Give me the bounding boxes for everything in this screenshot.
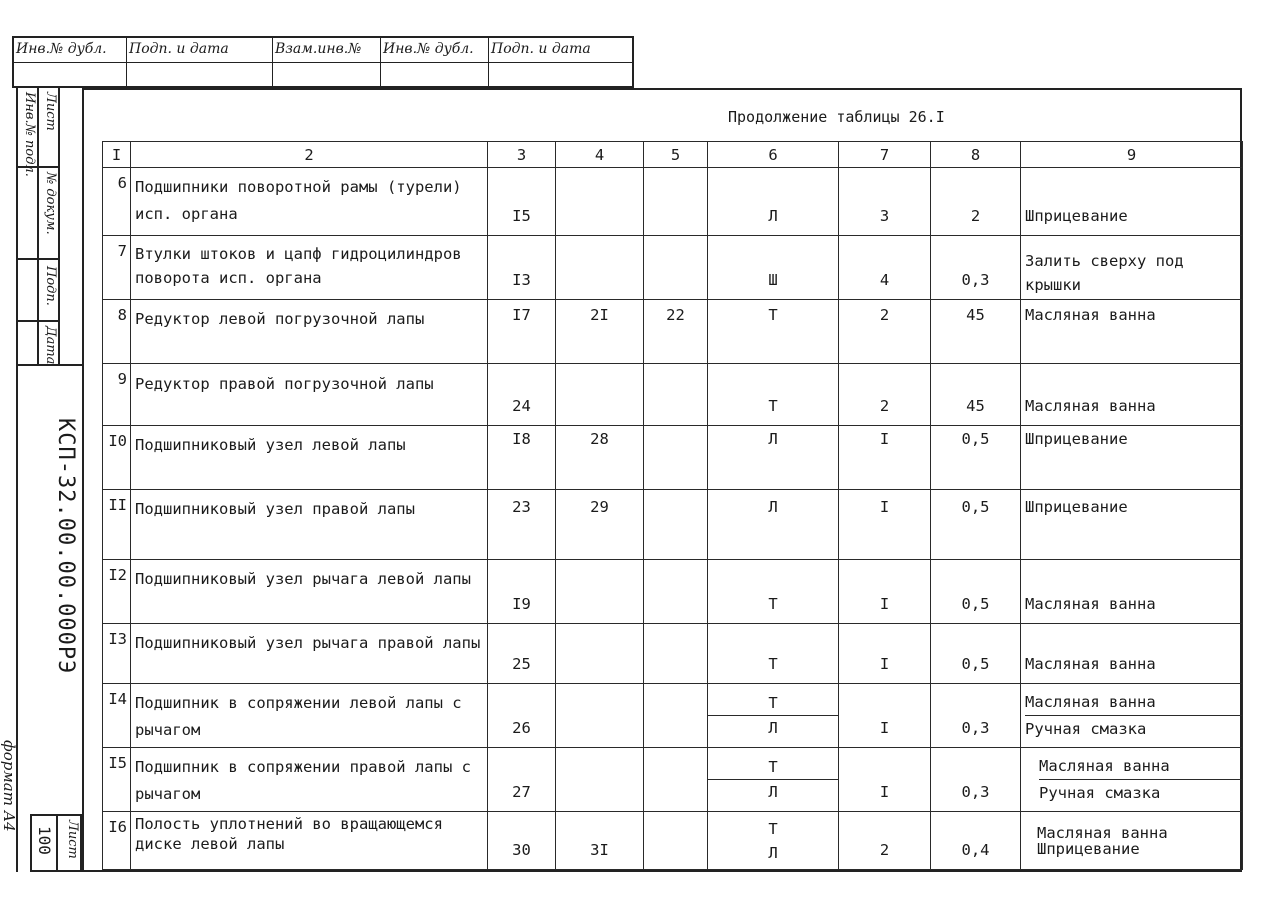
- sheet-label: Лист: [65, 820, 80, 859]
- strip-divider: [18, 258, 58, 260]
- cell-position: 23: [488, 490, 556, 560]
- row-number: 6: [103, 168, 131, 236]
- cell-method-split: [1021, 684, 1243, 748]
- stamp-label-row: [14, 38, 632, 63]
- cell-position-2: [556, 364, 644, 426]
- row-name: Подшипниковый узел левой лапы: [131, 426, 488, 490]
- strip-divider: [58, 88, 60, 364]
- cell-lubricant: Ш: [708, 236, 839, 300]
- cell-method: Масляная ванна: [1021, 560, 1243, 624]
- stamp-label-vzam-inv: Взам.инв.№: [273, 38, 381, 62]
- lubricant-stack: [708, 755, 838, 805]
- row-number: I6: [103, 812, 131, 870]
- cell-position-2: 29: [556, 490, 644, 560]
- cell-position-3: 22: [644, 300, 708, 364]
- cell-points: 2: [839, 300, 931, 364]
- row-name: Редуктор левой погрузочной лапы: [131, 300, 488, 364]
- cell-position-3: [644, 426, 708, 490]
- row-name: Подшипник в сопряжении правой лапы с рычагом: [131, 748, 488, 812]
- cell-lubricant: Т: [708, 300, 839, 364]
- stamp-value-row: [14, 63, 632, 87]
- cell-lubricant-split: [708, 684, 839, 748]
- row-number: I4: [103, 684, 131, 748]
- strip-label-inv-podl: Инв.№ подл.: [22, 92, 37, 177]
- cell-position: I7: [488, 300, 556, 364]
- cell-method: Масляная ванна: [1021, 300, 1243, 364]
- cell-quantity: 0,5: [931, 490, 1021, 560]
- method-secondary: Ручная смазка: [1039, 784, 1161, 802]
- cell-position-2: [556, 748, 644, 812]
- cell-quantity: 2: [931, 168, 1021, 236]
- cell-position: I3: [488, 236, 556, 300]
- cell-position: 26: [488, 684, 556, 748]
- cell-points: I: [839, 560, 931, 624]
- cell-quantity: 0,3: [931, 684, 1021, 748]
- cell-quantity: 0,5: [931, 560, 1021, 624]
- cell-position-3: [644, 624, 708, 684]
- method-stack: [1021, 689, 1242, 742]
- cell-position-2: 3I: [556, 812, 644, 870]
- table-row: [103, 236, 1243, 300]
- sheet-number: 100: [35, 826, 54, 855]
- row-name: Подшипниковый узел рычага левой лапы: [131, 560, 488, 624]
- cell-position-2: [556, 168, 644, 236]
- header-cell: 8: [931, 142, 1021, 168]
- table-row: [103, 812, 1243, 870]
- cell-points: I: [839, 748, 931, 812]
- stamp-label-podp-data: Подп. и дата: [127, 38, 273, 62]
- stamp-value-cell: [273, 63, 381, 87]
- cell-lubricant: Л: [708, 168, 839, 236]
- cell-position-3: [644, 364, 708, 426]
- table-row: [103, 168, 1243, 236]
- stamp-value-cell: [127, 63, 273, 87]
- cell-method: Залить сверху под крышки: [1021, 236, 1243, 300]
- sheet-box-divider: [56, 816, 58, 870]
- cell-quantity: 45: [931, 300, 1021, 364]
- cell-position-2: [556, 624, 644, 684]
- table-row: [103, 364, 1243, 426]
- header-cell: 4: [556, 142, 644, 168]
- document-code: КСП-32.00.00.000РЭ: [53, 418, 78, 675]
- cell-points: 4: [839, 236, 931, 300]
- row-number: 8: [103, 300, 131, 364]
- cell-lubricant: Т: [708, 364, 839, 426]
- cell-method-split: [1021, 748, 1243, 812]
- cell-lubricant-split: [708, 812, 839, 870]
- lubricant-primary: Т: [768, 693, 778, 712]
- method-stack: [1021, 825, 1242, 857]
- row-number: I5: [103, 748, 131, 812]
- method-secondary: Шприцевание: [1037, 839, 1140, 858]
- lubrication-table: [102, 141, 1243, 870]
- table-row: [103, 560, 1243, 624]
- cell-position-3: [644, 168, 708, 236]
- row-number: I0: [103, 426, 131, 490]
- cell-position: 24: [488, 364, 556, 426]
- row-name: Полость уплотнений во вращающемся диске левой лапы: [131, 812, 488, 870]
- cell-method: Масляная ванна: [1021, 364, 1243, 426]
- row-number: I2: [103, 560, 131, 624]
- cell-method: Шприцевание: [1021, 426, 1243, 490]
- row-number: 9: [103, 364, 131, 426]
- row-name: Редуктор правой погрузочной лапы: [131, 364, 488, 426]
- cell-quantity: 0,5: [931, 426, 1021, 490]
- row-number: 7: [103, 236, 131, 300]
- row-name: Подшипник в сопряжении левой лапы с рычагом: [131, 684, 488, 748]
- top-stamp-box: [12, 36, 634, 88]
- cell-quantity: 0,3: [931, 236, 1021, 300]
- strip-label-n-dokum: № докум.: [43, 172, 58, 235]
- table-row: [103, 624, 1243, 684]
- cell-points: I: [839, 490, 931, 560]
- format-label: формат А4: [0, 740, 18, 832]
- cell-position-3: [644, 684, 708, 748]
- strip-divider: [18, 320, 58, 322]
- cell-position: I8: [488, 426, 556, 490]
- method-primary: Масляная ванна: [1025, 689, 1242, 716]
- header-cell: 7: [839, 142, 931, 168]
- cell-position-2: [556, 560, 644, 624]
- table-title: Продолжение таблицы 26.I: [728, 108, 945, 126]
- cell-quantity: 0,4: [931, 812, 1021, 870]
- cell-position: 30: [488, 812, 556, 870]
- row-name: Подшипники поворотной рамы (турели) исп. органа: [131, 168, 488, 236]
- lubricant-secondary: Л: [768, 719, 778, 738]
- cell-points: 3: [839, 168, 931, 236]
- method-stack: [1021, 753, 1242, 806]
- cell-lubricant: Л: [708, 490, 839, 560]
- cell-lubricant: Л: [708, 426, 839, 490]
- lubricant-stack: [708, 817, 838, 865]
- strip-divider: [37, 88, 39, 364]
- strip-label-list: Лист: [43, 92, 58, 131]
- cell-method: Шприцевание: [1021, 168, 1243, 236]
- header-cell: 6: [708, 142, 839, 168]
- cell-position-2: [556, 684, 644, 748]
- lubricant-secondary: Л: [768, 843, 778, 862]
- cell-position: 27: [488, 748, 556, 812]
- header-row: [103, 142, 1243, 168]
- lubricant-primary: Т: [768, 819, 778, 838]
- sheet-number-box: [30, 814, 82, 872]
- table-row: [103, 684, 1243, 748]
- cell-lubricant: Т: [708, 560, 839, 624]
- header-cell: 9: [1021, 142, 1243, 168]
- row-name: Втулки штоков и цапф гидроцилиндров поворота исп. органа: [131, 236, 488, 300]
- cell-method: Масляная ванна: [1021, 624, 1243, 684]
- strip-label-podp: Подп.: [43, 266, 58, 306]
- strip-label-data: Дата: [43, 326, 58, 365]
- cell-quantity: 0,5: [931, 624, 1021, 684]
- cell-points: 2: [839, 364, 931, 426]
- row-number: I3: [103, 624, 131, 684]
- method-primary: Масляная ванна: [1039, 753, 1242, 780]
- lubricant-primary: Т: [768, 757, 778, 776]
- table-row: [103, 300, 1243, 364]
- cell-lubricant: Т: [708, 624, 839, 684]
- cell-position-3: [644, 560, 708, 624]
- method-secondary: Ручная смазка: [1025, 720, 1147, 738]
- cell-position-2: 2I: [556, 300, 644, 364]
- cell-method: Шприцевание: [1021, 490, 1243, 560]
- cell-position-2: [556, 236, 644, 300]
- method-primary: Масляная ванна: [1037, 823, 1168, 842]
- header-cell: 5: [644, 142, 708, 168]
- row-name: Подшипниковый узел правой лапы: [131, 490, 488, 560]
- cell-position: I5: [488, 168, 556, 236]
- cell-points: I: [839, 684, 931, 748]
- cell-points: 2: [839, 812, 931, 870]
- stamp-value-cell: [489, 63, 632, 87]
- lubricant-stack: [708, 691, 838, 741]
- cell-position: 25: [488, 624, 556, 684]
- cell-quantity: 45: [931, 364, 1021, 426]
- stamp-label-inv-dubl: Инв.№ дубл.: [14, 38, 127, 62]
- cell-quantity: 0,3: [931, 748, 1021, 812]
- table-row: [103, 748, 1243, 812]
- stamp-value-cell: [14, 63, 127, 87]
- cell-points: I: [839, 426, 931, 490]
- cell-position-3: [644, 748, 708, 812]
- table-row: [103, 426, 1243, 490]
- row-name: Подшипниковый узел рычага правой лапы: [131, 624, 488, 684]
- header-cell: 3: [488, 142, 556, 168]
- cell-position-3: [644, 236, 708, 300]
- header-cell: I: [103, 142, 131, 168]
- cell-lubricant-split: [708, 748, 839, 812]
- lubricant-secondary: Л: [768, 783, 778, 802]
- header-cell: 2: [131, 142, 488, 168]
- row-number: II: [103, 490, 131, 560]
- stamp-label-podp-data-2: Подп. и дата: [491, 41, 591, 57]
- cell-position: I9: [488, 560, 556, 624]
- table-row: [103, 490, 1243, 560]
- stamp-value-cell: [381, 63, 489, 87]
- cell-method-split: [1021, 812, 1243, 870]
- stamp-label-inv-dubl-2: Инв.№ дубл.: [381, 38, 489, 62]
- cell-position-3: [644, 490, 708, 560]
- cell-position-2: 28: [556, 426, 644, 490]
- cell-points: I: [839, 624, 931, 684]
- cell-position-3: [644, 812, 708, 870]
